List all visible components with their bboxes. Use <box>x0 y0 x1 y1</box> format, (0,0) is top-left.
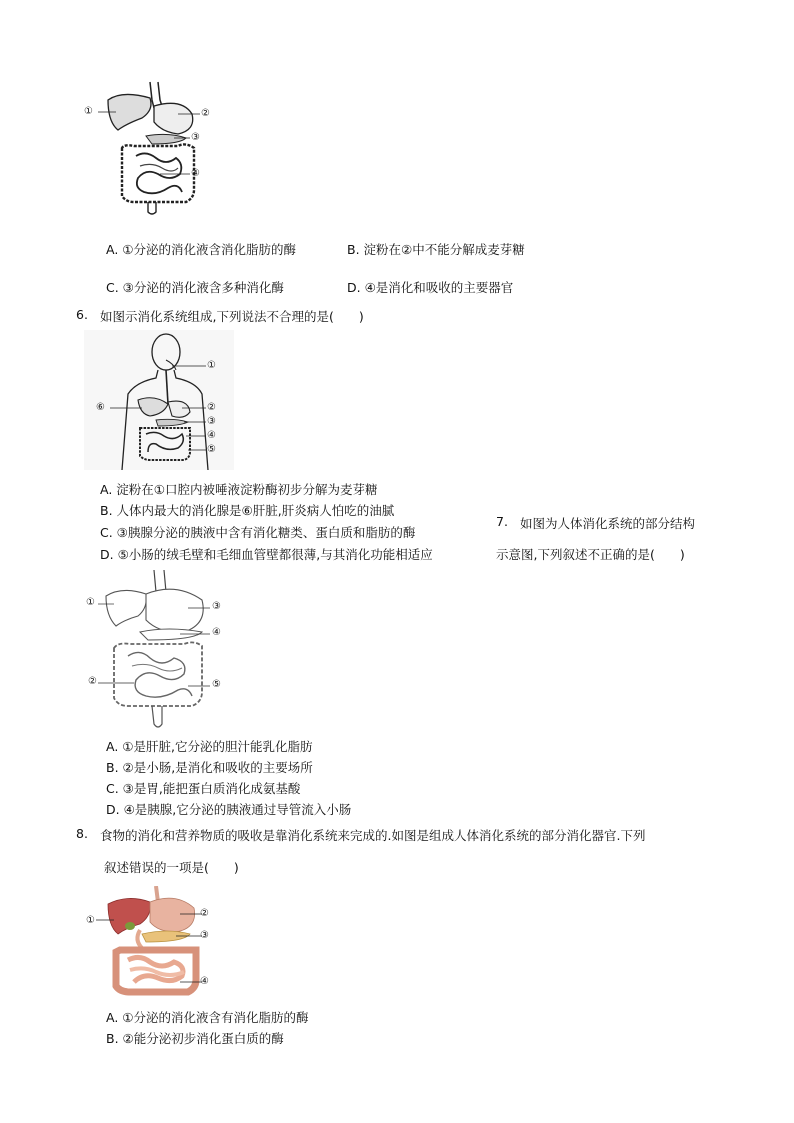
q7-fig-label-2: ② <box>88 676 97 687</box>
q5-option-b: B. 淀粉在②中不能分解成麦芽糖 <box>347 242 525 257</box>
q6-option-b: B. 人体内最大的消化腺是⑥肝脏,肝炎病人怕吃的油腻 <box>100 503 395 518</box>
q8-fig-label-1: ① <box>86 915 95 926</box>
q5-digestive-figure <box>82 78 232 218</box>
q6-fig-label-5: ⑤ <box>207 444 216 455</box>
q7-stem-line2: 示意图,下列叙述不正确的是( ) <box>496 547 685 562</box>
q6-number: 6. <box>76 307 88 322</box>
q6-option-c: C. ③胰腺分泌的胰液中含有消化糖类、蛋白质和脂肪的酶 <box>100 525 416 540</box>
q7-digestive-figure <box>84 568 234 733</box>
q6-fig-label-1: ① <box>207 360 216 371</box>
q5-option-d: D. ④是消化和吸收的主要器官 <box>347 280 514 295</box>
q6-fig-label-3: ③ <box>207 416 216 427</box>
q7-option-a: A. ①是肝脏,它分泌的胆汁能乳化脂肪 <box>106 739 313 754</box>
q8-option-b: B. ②能分泌初步消化蛋白质的酶 <box>106 1031 284 1046</box>
q8-option-a: A. ①分泌的消化液含有消化脂肪的酶 <box>106 1010 309 1025</box>
q8-number: 8. <box>76 826 88 841</box>
q8-stem-line2: 叙述错误的一项是( ) <box>104 860 239 875</box>
q7-fig-label-1: ① <box>86 597 95 608</box>
q6-stem: 如图示消化系统组成,下列说法不合理的是( ) <box>100 309 364 324</box>
q6-fig-label-2: ② <box>207 402 216 413</box>
q5-option-c: C. ③分泌的消化液含多种消化酶 <box>106 280 284 295</box>
q6-fig-label-4: ④ <box>207 430 216 441</box>
q7-fig-label-4: ④ <box>212 627 221 638</box>
q5-option-a: A. ①分泌的消化液含消化脂肪的酶 <box>106 242 296 257</box>
q5-fig-label-4: ④ <box>191 168 200 179</box>
q7-option-d: D. ④是胰腺,它分泌的胰液通过导管流入小肠 <box>106 802 352 817</box>
q7-fig-label-3: ③ <box>212 601 221 612</box>
q5-fig-label-2: ② <box>201 108 210 119</box>
q7-option-b: B. ②是小肠,是消化和吸收的主要场所 <box>106 760 313 775</box>
q6-fig-label-6: ⑥ <box>96 402 105 413</box>
q7-option-c: C. ③是胃,能把蛋白质消化成氨基酸 <box>106 781 301 796</box>
q6-option-d: D. ⑤小肠的绒毛壁和毛细血管壁都很薄,与其消化功能相适应 <box>100 547 433 562</box>
q8-fig-label-4: ④ <box>200 976 209 987</box>
q7-number: 7. <box>496 514 508 529</box>
q7-stem-line1: 如图为人体消化系统的部分结构 <box>520 516 696 531</box>
q8-fig-label-3: ③ <box>200 930 209 941</box>
q6-option-a: A. 淀粉在①口腔内被唾液淀粉酶初步分解为麦芽糖 <box>100 482 378 497</box>
q5-fig-label-3: ③ <box>191 132 200 143</box>
q8-stem-line1: 食物的消化和营养物质的吸收是靠消化系统来完成的.如图是组成人体消化系统的部分消化器官.下列 <box>100 828 646 843</box>
q7-fig-label-5: ⑤ <box>212 679 221 690</box>
q5-fig-label-1: ① <box>84 106 93 117</box>
q8-fig-label-2: ② <box>200 908 209 919</box>
